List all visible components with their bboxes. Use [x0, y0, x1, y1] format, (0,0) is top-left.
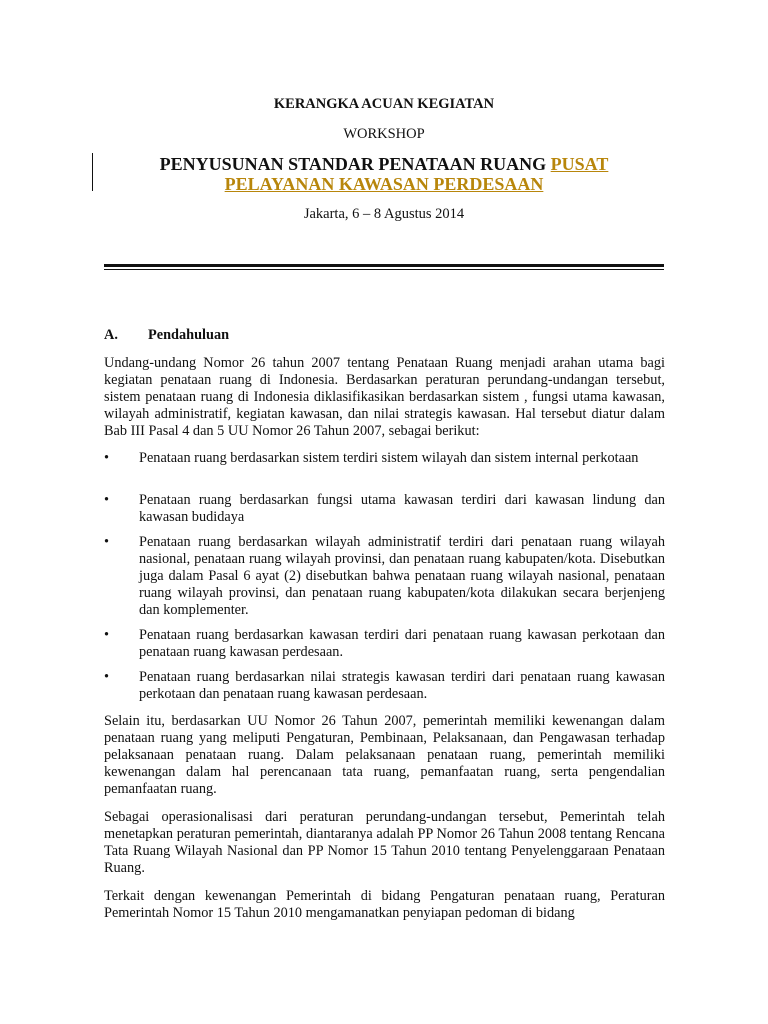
list-item-text: Penataan ruang berdasarkan nilai strategis kawasan terdiri dari penataan ruang kawasan perkotaan dan penataan ruang kawasan perdesaan. [139, 669, 665, 702]
bullet-icon: • [104, 492, 110, 508]
main-title-highlight-1: PUSAT [550, 154, 609, 174]
paragraph-intro: Undang-undang Nomor 26 tahun 2007 tentang Penataan Ruang menjadi arahan utama bagi kegiatan penataan ruang di Indonesia. Berdasarkan peraturan perundang-undangan tersebut, sistem penataan ruang di Indonesia diklasifikasikan berdasarkan sistem , fungsi utama kawasan, wilayah administratif, kegiatan kawasan, dan nilai strategis kawasan. Hal tersebut diatur dalam Bab III Pasal 4 dan 5 UU Nomor 26 Tahun 2007, sebagai berikut: [104, 355, 665, 439]
bullet-icon: • [104, 627, 110, 643]
bullet-icon: • [104, 534, 110, 550]
bullet-icon: • [104, 669, 110, 685]
document-subtitle: WORKSHOP [343, 126, 425, 142]
list-item-text: Penataan ruang berdasarkan wilayah administratif terdiri dari penataan ruang wilayah nasional, penataan ruang wilayah provinsi, dan penataan ruang kabupaten/kota. Disebutkan juga dalam Pasal 6 ayat (2) disebutkan bahwa penataan ruang wilayah nasional, penataan ruang wilayah provinsi, dan penataan ruang kabupaten/kota dilakukan secara berjenjeng dan komplementer. [139, 534, 665, 618]
main-title [0, 154, 768, 194]
list-item-text: Penataan ruang berdasarkan kawasan terdiri dari penataan ruang kawasan perkotaan dan penataan ruang kawasan perdesaan. [139, 627, 665, 660]
bullet-icon: • [104, 450, 110, 466]
divider-thin [104, 269, 664, 270]
section-title: Pendahuluan [148, 327, 230, 343]
paragraph-authority: Selain itu, berdasarkan UU Nomor 26 Tahun 2007, pemerintah memiliki kewenangan dalam penataan ruang yang meliputi Pengaturan, Pembinaan, Pelaksanaan, dan Pengawasan terhadap pelaksanaan penataan ruang. Dalam pelaksanaan penataan ruang, pemerintah memiliki kewenangan dalam hal perencanaan tata ruang, pemanfaatan ruang, serta pengendalian pemanfaatan ruang. [104, 713, 665, 797]
section-heading [104, 327, 229, 344]
location-date: Jakarta, 6 – 8 Agustus 2014 [303, 206, 465, 222]
paragraph-mandate: Terkait dengan kewenangan Pemerintah di bidang Pengaturan penataan ruang, Peraturan Pemerintah Nomor 15 Tahun 2010 mengamanatkan penyiapan pedoman di bidang [104, 888, 665, 921]
main-title-part1: PENYUSUNAN STANDAR PENATAAN RUANG [159, 154, 547, 174]
paragraph-regulation: Sebagai operasionalisasi dari peraturan perundang-undangan tersebut, Pemerintah telah menetapkan peraturan pemerintah, diantaranya adalah PP Nomor 26 Tahun 2008 tentang Rencana Tata Ruang Wilayah Nasional dan PP Nomor 15 Tahun 2010 tentang Penyelenggaraan Penataan Ruang. [104, 809, 665, 876]
list-item-text: Penataan ruang berdasarkan sistem terdiri sistem wilayah dan sistem internal perkotaan [139, 450, 639, 466]
section-number: A. [104, 327, 118, 343]
divider-thick [104, 264, 664, 267]
document-title: KERANGKA ACUAN KEGIATAN [273, 96, 495, 112]
main-title-highlight-2: PELAYANAN KAWASAN PERDESAAN [224, 174, 544, 194]
list-item-text: Penataan ruang berdasarkan fungsi utama kawasan terdiri dari kawasan lindung dan kawasan budidaya [139, 492, 665, 525]
